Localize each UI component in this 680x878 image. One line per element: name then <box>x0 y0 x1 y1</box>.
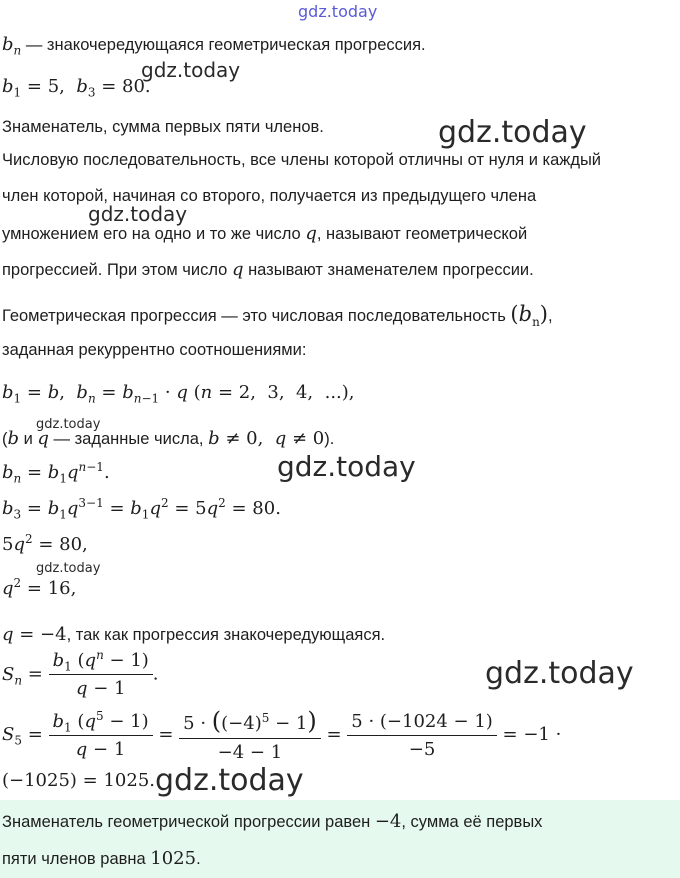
answer-box <box>0 800 680 878</box>
answer-line: Знаменатель геометрической прогрессии равен −4, сумма её первых <box>2 811 543 832</box>
formula-nth-term: $b_n = b_1q^{n-1}$. <box>2 460 110 486</box>
watermark: gdz.today <box>88 202 188 226</box>
watermark: gdz.today <box>36 561 101 576</box>
text: — знакочередующаяся геометрическая прогрессия. <box>21 36 426 54</box>
equation: $5q^2 = 80$, <box>2 532 88 555</box>
definition-line: заданная рекуррентно соотношениями: <box>2 341 307 359</box>
watermark: gdz.today <box>485 656 634 691</box>
definition-line: Геометрическая прогрессия — это числовая последовательность $(b_n)$, <box>2 302 553 330</box>
formula-b3: $b_3 = b_1q^{3-1} = b_1q^2 = 5q^2 = 80$. <box>2 496 281 522</box>
definition-line: член которой, начиная со второго, получается из предыдущего члена <box>2 187 537 205</box>
watermark: gdz.today <box>277 450 416 483</box>
result-q: q = −4, так как прогрессия знакочередующаяся. <box>2 624 386 645</box>
answer-line: пяти членов равна 1025. <box>2 848 201 869</box>
watermark: gdz.today <box>438 115 587 150</box>
definition-line: Числовую последовательность, все члены которой отличны от нуля и каждый <box>2 151 602 169</box>
problem-statement <box>2 34 426 58</box>
watermark-top: gdz.today <box>298 2 378 21</box>
formula: $b_n$ <box>2 34 22 58</box>
watermark: gdz.today <box>36 417 101 432</box>
watermark: gdz.today <box>155 763 304 798</box>
sum-result: (−1025) = 1025. <box>2 770 155 791</box>
sum-formula: $S_n$ = $\frac{b_1 (q^n - 1)}{q - 1}$ . <box>2 648 159 699</box>
watermark: gdz.today <box>141 58 241 82</box>
definition-line: умножением его на одно и то же число q, называют геометрической <box>2 223 528 244</box>
condition-line: (b и q — заданные числа, b ≠ 0, q ≠ 0). <box>2 428 335 449</box>
sum-calculation: $S_5$ = $\frac{b_1 (q^5 - 1)}{q - 1}$ = $\frac{5 \cdot ((-4)^5 - 1)}{-4 - 1}$ = $\frac{5 \cdot (-1024 - 1)}{-5}$ = −1 · <box>2 707 562 763</box>
recurrence-formula: $b_1 = b$, $b_n = b_{n-1} \cdot q$ (n = 2, 3, 4, ...), <box>2 382 355 406</box>
definition-line: прогрессией. При этом число q называют знаменателем прогрессии. <box>2 259 534 280</box>
question-text: Знаменатель, сумма первых пяти членов. <box>2 118 324 136</box>
given-formula: $b_1 = 5$, $b_3 = 80$. <box>2 76 151 100</box>
equation: $q^2 = 16$, <box>2 576 77 599</box>
